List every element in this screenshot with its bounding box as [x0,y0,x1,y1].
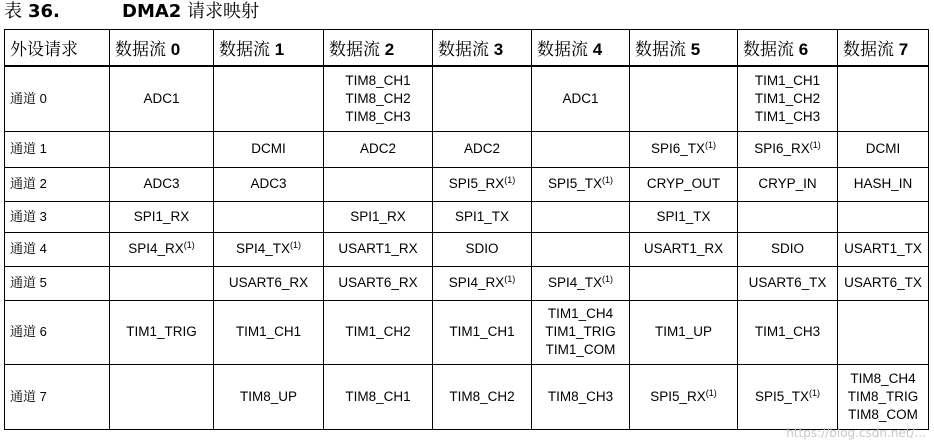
header-stream-3: 数据流 3 [433,30,532,67]
mapping-cell [433,232,532,266]
mapping-cell [214,167,324,201]
header-row [5,30,929,67]
request-signal: SDIO [465,241,499,256]
mapping-cell [532,266,630,300]
mapping-cell [532,167,630,201]
mapping-cell [324,364,433,429]
caption-title [122,0,259,24]
request-signal: TIM1_CH3 [754,108,821,124]
request-signal: TIM8_CH2 [449,388,515,404]
request-signal: TIM8_CH3 [547,388,614,404]
mapping-cell [433,201,532,232]
request-signal: USART6_RX [338,275,418,290]
footnote-marker: (1) [809,140,821,150]
request-signal: SPI1_RX [133,208,190,224]
request-signal: TIM1_CH2 [754,90,821,106]
mapping-cell [324,266,433,300]
mapping-cell [433,66,532,131]
footnote-marker: (1) [504,175,516,185]
mapping-cell [324,131,433,167]
table-row [5,364,929,429]
request-signal: ADC1 [143,90,180,106]
mapping-cell [532,232,630,266]
request-signal: TIM8_CH3 [345,108,411,124]
request-signal: TIM8_UP [239,388,297,404]
mapping-cell [630,201,738,232]
mapping-cell [630,167,738,201]
caption-title-rest: 请求映射 [181,1,260,22]
mapping-cell [630,300,738,364]
table-row [5,167,929,201]
request-signal: SPI5_RX$^{(1)}$ [448,175,516,191]
mapping-cell [630,66,738,131]
header-stream-1: 数据流 1 [214,30,324,67]
mapping-cell [214,364,324,429]
table-caption [4,0,604,24]
footnote-marker: (1) [705,140,717,150]
request-signal: SPI5_RX$^{(1)}$ [650,387,717,404]
mapping-cell [738,167,838,201]
mapping-cell [214,266,324,300]
request-signal: TIM1_CH3 [754,324,821,339]
mapping-cell [630,131,738,167]
channel-label: 通道 5 [5,266,110,300]
request-signal: SPI5_TX$^{(1)}$ [754,387,821,404]
mapping-cell [214,232,324,266]
mapping-cell [838,300,929,364]
table-row [5,201,929,232]
request-signal: TIM1_UP [654,324,712,339]
request-signal: SPI4_RX$^{(1)}$ [448,274,516,290]
request-signal: SPI4_TX$^{(1)}$ [235,240,302,256]
channel-label: 通道 7 [5,364,110,429]
request-signal: ADC3 [143,176,180,191]
mapping-cell [110,364,214,429]
mapping-cell [738,364,838,429]
dma2-request-mapping-table [4,29,929,430]
request-signal: CRYP_OUT [646,176,721,191]
channel-label: 通道 1 [5,131,110,167]
mapping-cell [532,300,630,364]
table-row [5,131,929,167]
mapping-cell [110,131,214,167]
mapping-cell [110,201,214,232]
header-stream-6: 数据流 6 [738,30,838,67]
caption-label: 表 [4,1,22,22]
mapping-cell [324,201,433,232]
request-signal: TIM1_CH2 [345,324,411,339]
footnote-marker: (1) [809,387,821,398]
mapping-cell [738,266,838,300]
request-signal: DCMI [251,141,286,156]
request-signal: TIM1_CH1 [754,72,821,88]
request-signal: ADC3 [250,176,287,191]
mapping-cell [214,201,324,232]
request-signal: SPI1_TX [656,208,711,224]
channel-label: 通道 6 [5,300,110,364]
mapping-cell [738,232,838,266]
table-row [5,232,929,266]
header-stream-4: 数据流 4 [532,30,630,67]
footnote-marker: (1) [705,387,717,398]
request-signal: USART6_TX [844,275,922,290]
mapping-cell [433,300,532,364]
mapping-cell [838,131,929,167]
table-row [5,266,929,300]
mapping-cell [214,300,324,364]
request-signal: SPI6_RX$^{(1)}$ [754,140,821,156]
table-body [5,66,929,429]
mapping-cell [838,201,929,232]
mapping-cell [532,131,630,167]
request-signal: TIM1_TRIG [126,324,197,339]
request-signal: TIM8_COM [848,406,918,422]
request-signal: SPI4_RX$^{(1)}$ [128,240,195,256]
mapping-cell [838,232,929,266]
mapping-cell [433,364,532,429]
request-signal: SPI1_RX [350,208,406,224]
request-signal: TIM1_CH1 [449,324,515,339]
request-signal: SPI6_TX$^{(1)}$ [650,140,717,156]
footnote-marker: (1) [290,240,302,250]
caption-number: 36. [28,1,60,22]
mapping-cell [324,300,433,364]
mapping-cell [324,232,433,266]
channel-label: 通道 3 [5,201,110,232]
request-signal: HASH_IN [853,176,913,191]
footnote-marker: (1) [504,274,516,284]
request-signal: TIM8_CH4 [850,370,916,386]
mapping-cell [324,167,433,201]
mapping-cell [532,66,630,131]
mapping-cell [738,201,838,232]
request-signal: ADC1 [562,90,599,106]
mapping-cell [433,266,532,300]
request-signal: SPI1_TX [454,208,510,224]
request-signal: SPI5_TX$^{(1)}$ [547,175,614,191]
mapping-cell [838,364,929,429]
header-stream-2: 数据流 2 [324,30,433,67]
request-signal: USART1_RX [338,241,418,256]
request-signal: SDIO [770,241,804,256]
request-signal: USART6_RX [228,275,309,290]
mapping-cell [433,131,532,167]
mapping-cell [433,167,532,201]
request-signal: TIM1_COM [545,342,616,357]
table-row [5,300,929,364]
mapping-cell [630,232,738,266]
mapping-cell [532,201,630,232]
request-signal: TIM8_CH1 [345,72,411,88]
watermark: https://blog.csdn.net/... [786,426,926,440]
footnote-marker: (1) [602,175,614,185]
mapping-cell [838,66,929,131]
request-signal: USART1_TX [844,241,922,256]
request-signal: TIM1_CH1 [235,324,302,339]
mapping-cell [110,300,214,364]
mapping-cell [110,266,214,300]
header-peripheral-request: 外设请求 [5,30,110,67]
request-signal: TIM8_CH2 [345,90,411,106]
table-row [5,66,929,131]
mapping-cell [630,364,738,429]
footnote-marker: (1) [602,274,614,284]
mapping-cell [738,300,838,364]
mapping-cell [738,131,838,167]
request-signal: TIM1_TRIG [545,324,616,339]
request-signal: TIM8_TRIG [847,388,919,404]
header-stream-5: 数据流 5 [630,30,738,67]
channel-label: 通道 0 [5,66,110,131]
request-signal: SPI4_TX$^{(1)}$ [547,274,614,290]
header-stream-7: 数据流 7 [838,30,929,67]
mapping-cell [110,167,214,201]
mapping-cell [738,66,838,131]
mapping-cell [214,66,324,131]
mapping-cell [838,266,929,300]
mapping-cell [630,266,738,300]
request-signal: USART1_RX [643,241,724,256]
request-signal: ADC2 [463,141,500,156]
request-signal: DCMI [865,141,901,156]
caption-title-bold: DMA2 [122,1,182,22]
request-signal: CRYP_IN [758,176,817,191]
header-stream-0: 数据流 0 [110,30,214,67]
mapping-cell [838,167,929,201]
channel-label: 通道 4 [5,232,110,266]
footnote-marker: (1) [183,240,195,250]
mapping-cell [110,232,214,266]
mapping-cell [324,66,433,131]
channel-label: 通道 2 [5,167,110,201]
mapping-cell [532,364,630,429]
request-signal: ADC2 [359,141,396,156]
mapping-cell [214,131,324,167]
request-signal: TIM8_CH1 [345,388,411,404]
request-signal: TIM1_CH4 [547,306,614,321]
mapping-cell [110,66,214,131]
request-signal: USART6_TX [748,275,827,290]
